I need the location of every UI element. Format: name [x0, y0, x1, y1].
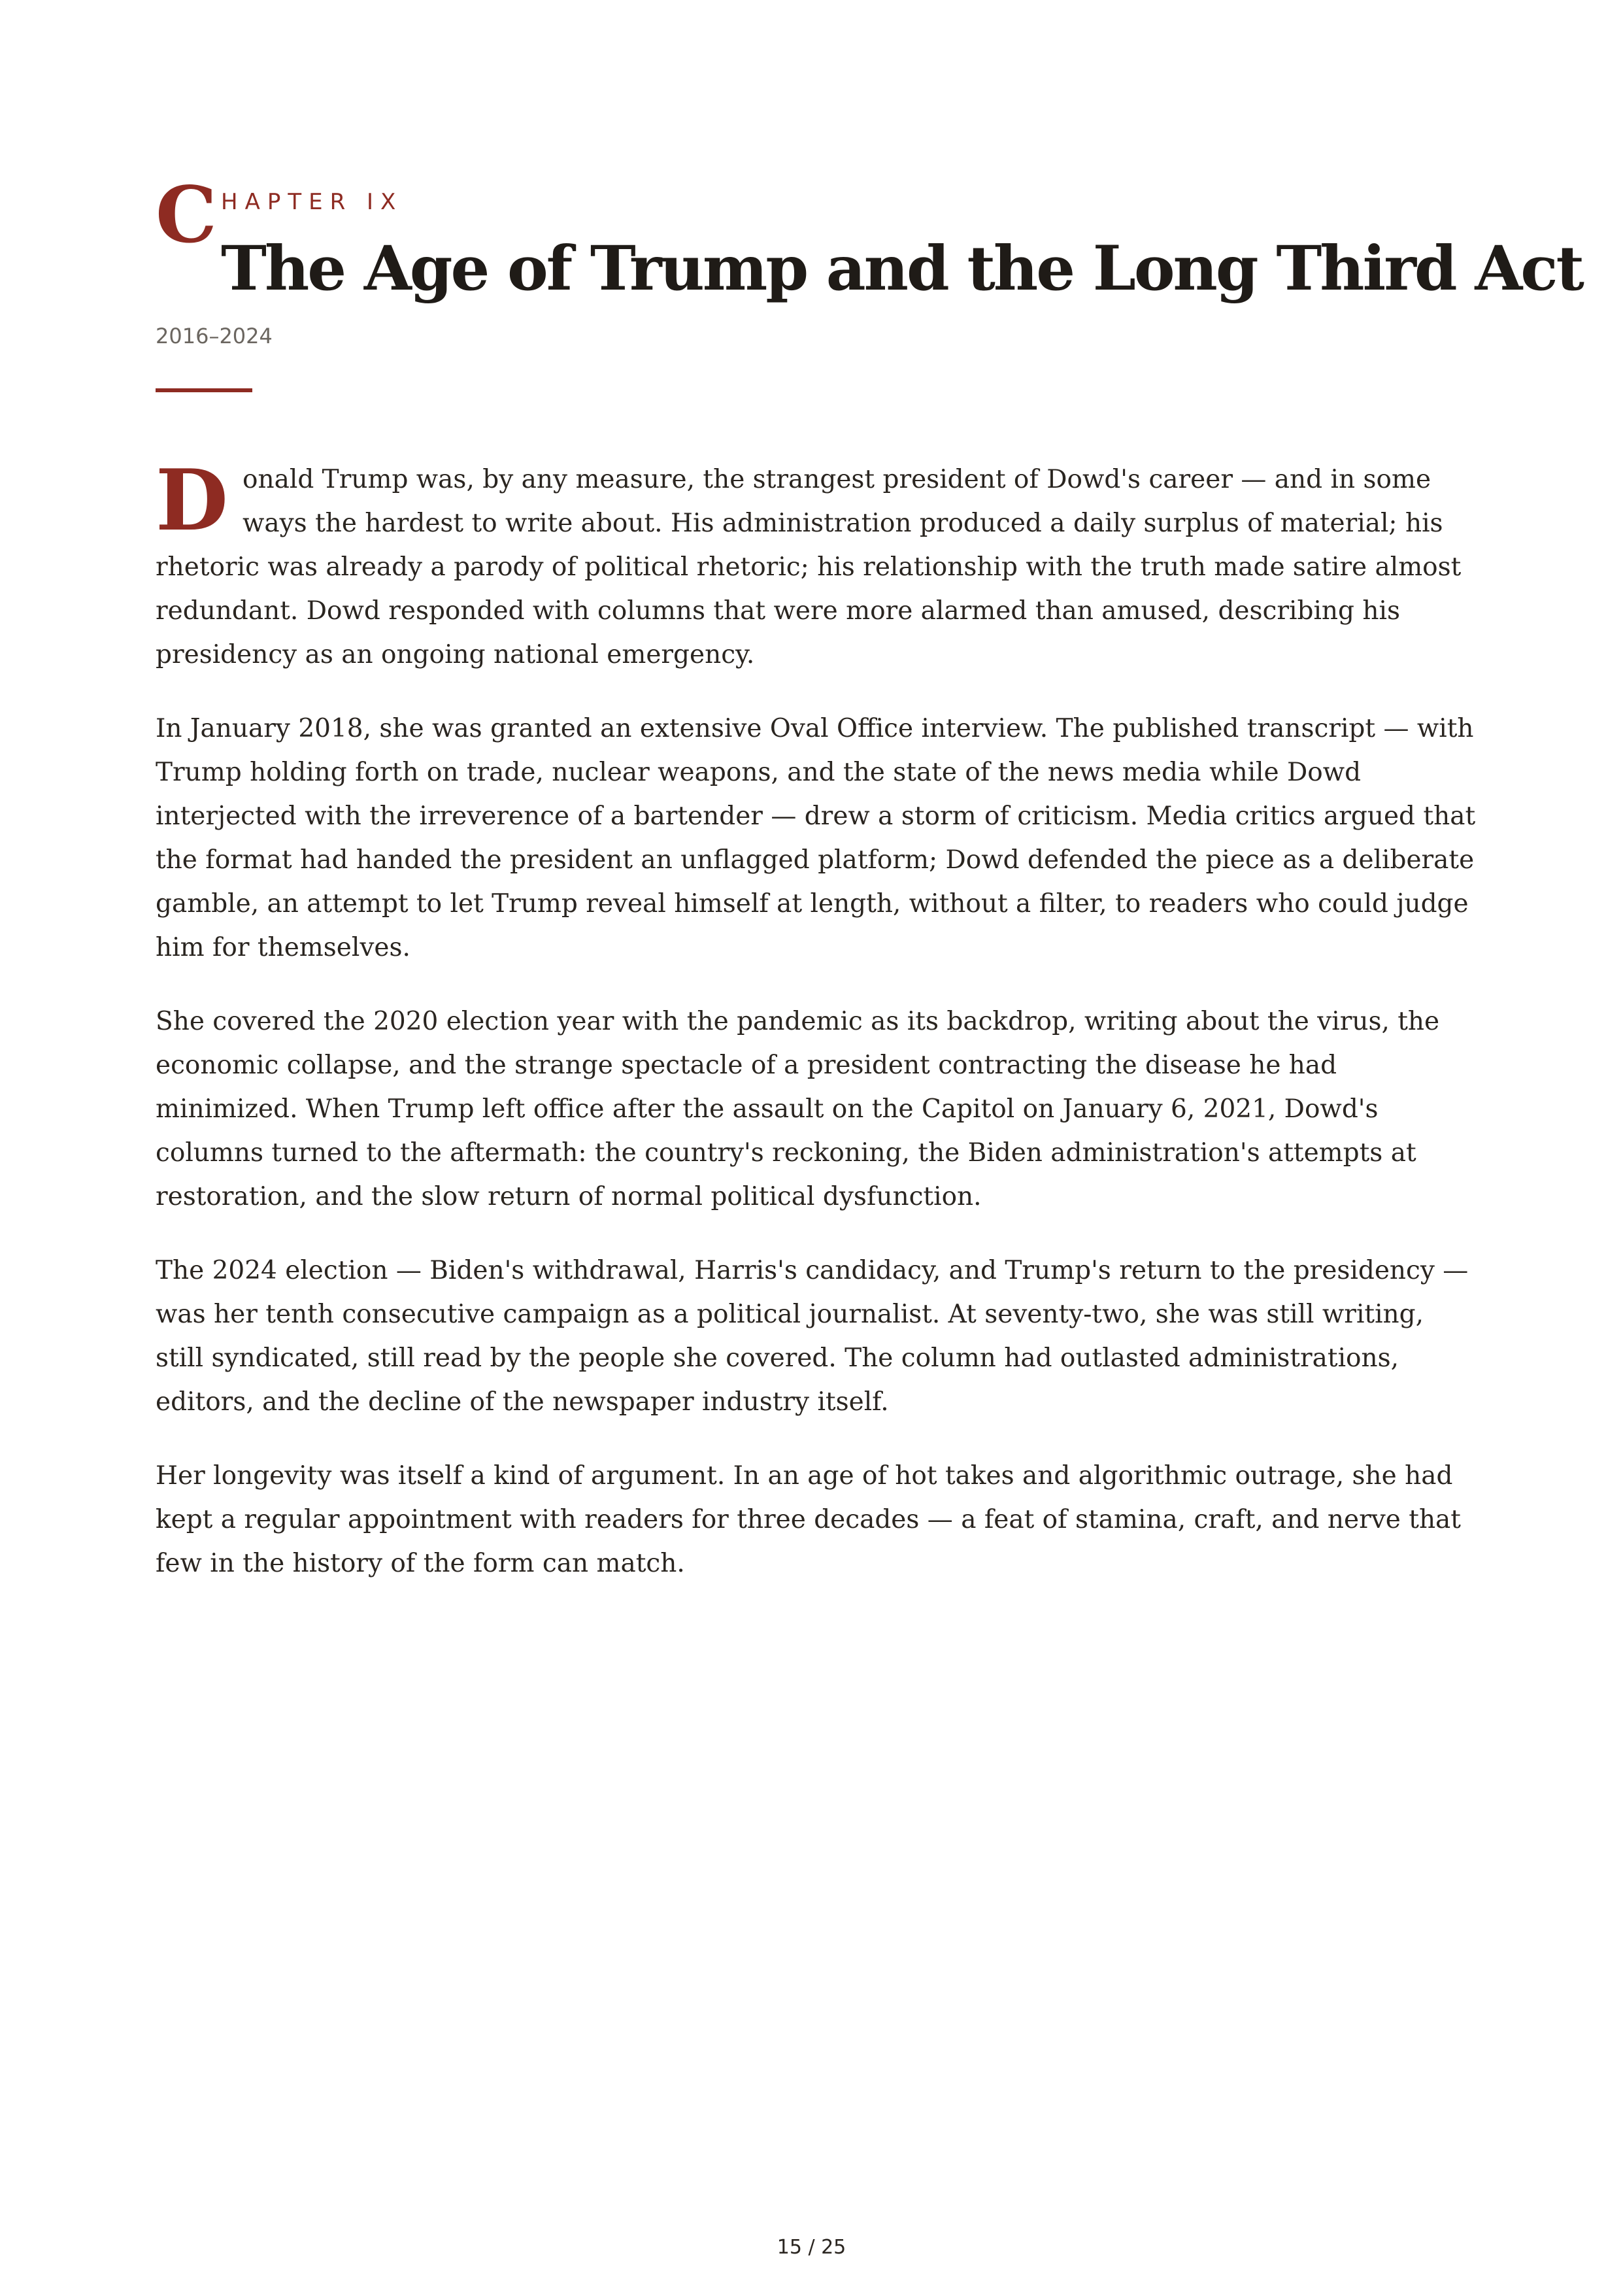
dropcap: D — [156, 452, 228, 550]
paragraph-3: She covered the 2020 election year with the pandemic as its backdrop, writing about the virus, the economic collapse, and the strange spectacle of a president contracting the disease he had minimized. When Trump left office after the assault on the Capitol on January 6, 2021, Dowd's columns turned to the aftermath: the country's reckoning, the Biden administration's attempts at restoration, and the slow return of normal political dysfunction. — [156, 1007, 1440, 1211]
chapter-initial: C — [156, 169, 217, 260]
page-number: 15 / 25 — [777, 2236, 846, 2259]
chapter-label: HAPTER IX — [221, 189, 403, 215]
chapter-body — [156, 452, 1476, 1615]
paragraph-1 — [156, 452, 1476, 677]
paragraph-2: In January 2018, she was granted an extensive Oval Office interview. The published transcript — with Trump holding forth on trade, nuclear weapons, and the state of the news media while Dowd interjected with the irreverence of a bartender — drew a storm of criticism. Media critics argued that the format had handed the president an unflagged platform; Dowd defended the piece as a deliberate gamble, an attempt to let Trump reveal himself at length, without a filter, to readers who could judge him for themselves. — [156, 714, 1476, 962]
paragraph-1-text: onald Trump was, by any measure, the strangest president of Dowd's career — and in some ways the hardest to write about. His administration produced a daily surplus of material; his rhetoric was already a parody of political rhetoric; his relationship with the truth made satire almost redundant. Dowd responded with columns that were more alarmed than amused, describing his presidency as an ongoing national emergency. — [156, 465, 1462, 669]
paragraph-5: Her longevity was itself a kind of argument. In an age of hot takes and algorithmic outrage, she had kept a regular appointment with readers for three decades — a feat of stamina, craft, and nerve that few in the history of the form can match. — [156, 1461, 1461, 1578]
chapter-dates: 2016–2024 — [156, 324, 273, 348]
title-divider — [156, 388, 252, 392]
chapter-title: The Age of Trump and the Long Third Act — [221, 233, 1582, 305]
paragraph-4: The 2024 election — Biden's withdrawal, Harris's candidacy, and Trump's return to the presidency — was her tenth consecutive campaign as a political journalist. At seventy-two, she was still writing, still syndicated, still read by the people she covered. The column had outlasted administrations, editors, and the decline of the newspaper industry itself. — [156, 1256, 1469, 1417]
